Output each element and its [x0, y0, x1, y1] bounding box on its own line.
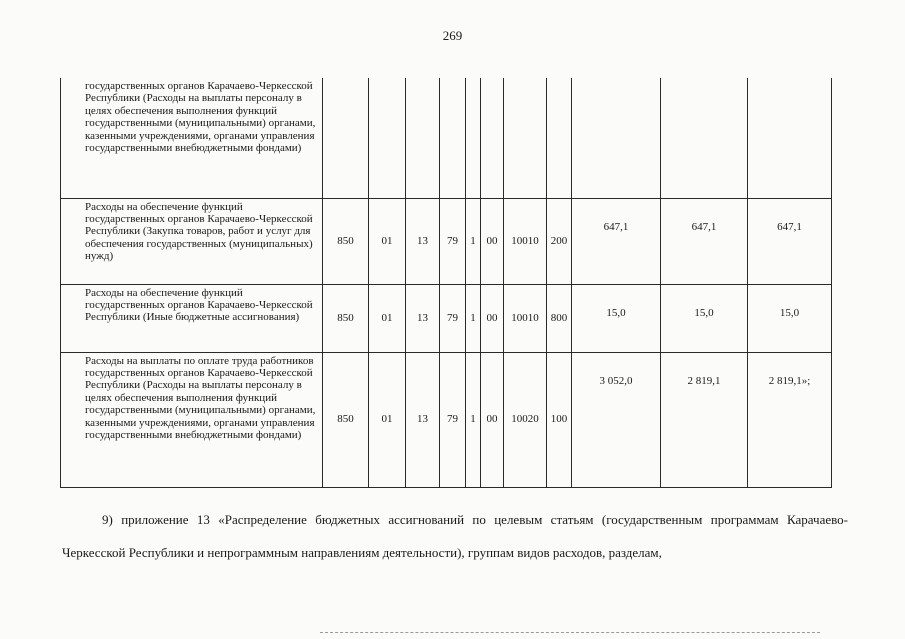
- amount-1: [572, 78, 661, 198]
- row-name: Расходы на выплаты по оплате труда работников государственных органов Карачаево-Черкесской Республики (Расходы на выплаты персоналу в целях обеспечения выполнения функций государственными (муниципальными) органами, казенными учреждениями, органами управления государственными внебюджетными фондами): [61, 352, 323, 487]
- code-section: 01: [369, 198, 406, 284]
- code-main-activity: 00: [481, 352, 504, 487]
- code-expense-type: 800: [547, 284, 572, 352]
- amount-3: [748, 78, 832, 198]
- code-program: 79: [440, 284, 466, 352]
- table-row: [61, 78, 832, 198]
- code-section: [369, 78, 406, 198]
- code-direction: 10010: [504, 198, 547, 284]
- table-row: [61, 352, 832, 487]
- code-subprogram: 1: [466, 284, 481, 352]
- code-expense-type: 100: [547, 352, 572, 487]
- row-name: Расходы на обеспечение функций государственных органов Карачаево-Черкесской Республики (Закупка товаров, работ и услуг для обеспечения государственных (муниципальных) нужд): [61, 198, 323, 284]
- code-direction: [504, 78, 547, 198]
- amount-1: 647,1: [572, 198, 661, 284]
- table-row: [61, 198, 832, 284]
- code-subprogram: 1: [466, 352, 481, 487]
- code-main-activity: 00: [481, 284, 504, 352]
- scan-edge-line: [320, 632, 820, 634]
- code-subprogram: 1: [466, 198, 481, 284]
- code-expense-type: [547, 78, 572, 198]
- code-main-activity: 00: [481, 198, 504, 284]
- code-section: 01: [369, 352, 406, 487]
- amount-2: 15,0: [661, 284, 748, 352]
- amount-2: [661, 78, 748, 198]
- code-subsection: 13: [406, 284, 440, 352]
- code-program: 79: [440, 352, 466, 487]
- code-program: [440, 78, 466, 198]
- code-subsection: 13: [406, 198, 440, 284]
- code-admin: 850: [323, 352, 369, 487]
- code-program: 79: [440, 198, 466, 284]
- code-main-activity: [481, 78, 504, 198]
- code-section: 01: [369, 284, 406, 352]
- row-name: Расходы на обеспечение функций государственных органов Карачаево-Черкесской Республики (Иные бюджетные ассигнования): [61, 284, 323, 352]
- code-expense-type: 200: [547, 198, 572, 284]
- code-direction: 10010: [504, 284, 547, 352]
- amount-3: 647,1: [748, 198, 832, 284]
- amount-1: 3 052,0: [572, 352, 661, 487]
- code-admin: 850: [323, 198, 369, 284]
- page-number: 269: [442, 28, 463, 43]
- code-direction: 10020: [504, 352, 547, 487]
- amount-1: 15,0: [572, 284, 661, 352]
- amount-3: 15,0: [748, 284, 832, 352]
- code-subsection: 13: [406, 352, 440, 487]
- amount-3: 2 819,1»;: [748, 352, 832, 487]
- body-paragraph: 9) приложение 13 «Распределение бюджетных ассигнований по целевым статьям (государственным программам Карачаево-Черкесской Республики и непрограммным направлениям деятельности), группам видов расходов, разделам,: [62, 512, 848, 560]
- amount-2: 2 819,1: [661, 352, 748, 487]
- amount-2: 647,1: [661, 198, 748, 284]
- budget-table: [60, 78, 832, 488]
- code-admin: 850: [323, 284, 369, 352]
- row-name: государственных органов Карачаево-Черкесской Республики (Расходы на выплаты персоналу в целях обеспечения выполнения функций государственными (муниципальными) органами, казенными учреждениями, органами управления государственными внебюджетными фондами): [61, 78, 323, 198]
- table-row: [61, 284, 832, 352]
- code-subsection: [406, 78, 440, 198]
- code-subprogram: [466, 78, 481, 198]
- code-admin: [323, 78, 369, 198]
